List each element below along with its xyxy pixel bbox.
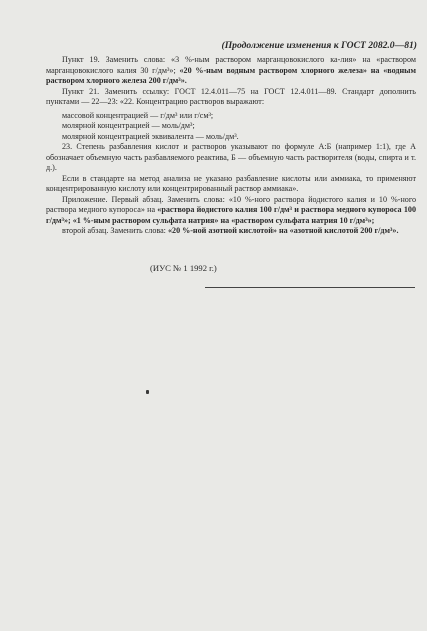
paragraph-item-23: 23. Степень разбавления кислот и растворов указывают по формуле А:Б (например 1:1), где А обозначает объемную часть разбавляемого реактива, Б — объемную часть растворителя (воды, спирта и т. д.). [46,142,416,172]
continuation-header: (Продолжение изменения к ГОСТ 2082.0—81) [221,40,417,51]
paragraph-appendix-first [46,195,416,227]
p19-text-c: на «водным раствором хлорного железа 200 г/дм³». [46,65,416,85]
p19-text-b: «20 %-ным водным раствором хлорного железа» [179,65,367,75]
second-text-a: второй абзац. Заменить слова: [62,226,168,235]
second-text-b: «20 %-ной азотной кислотой» [167,226,277,235]
end-rule [205,287,415,288]
paragraph-item-21: Пункт 21. Заменить ссылку: ГОСТ 12.4.011—75 на ГОСТ 12.4.011—89. Стандарт дополнить пунктами — 22—23: «22. Концентрацию растворов выражают: [46,86,416,106]
appendix-text-a: Приложение. Первый абзац. Заменить слова: «10 %-ного раствора йодистого калия и 10 %-ного раствора медного купороса» на [46,194,416,214]
publication-reference: (ИУС № 1 1992 г.) [150,263,217,273]
list-item-equivalent: молярной концентрацией эквивалента — моль/дм³. [62,131,239,141]
paragraph-item-19 [46,55,416,87]
paragraph-dilution: Если в стандарте на метод анализа не указано разбавление кислоты или аммиака, то применяют концентрированную кислоту или концентрированный раствор аммиака». [46,173,416,193]
scan-speck [146,390,149,394]
list-item-mass: массовой концентрацией — г/дм³ или г/см³; [62,110,214,120]
amendment-body [46,55,416,237]
appendix-text-b: «раствора йодистого калия 100 г/дм³ и раствора медного купороса 100 г/дм³»; «1 %-ным раствором сульфата натрия» на «раствором сульфата натрия 10 г/дм³»; [46,205,416,225]
list-item-molar: молярной концентрацией — моль/дм³; [62,121,195,130]
second-text-c: на «азотной кислотой 200 г/дм³». [276,226,399,235]
p19-text-a: Пункт 19. Заменить слова: «3 %-ным раствором марганцовокислого ка-лия» на «раствором марганцовокислого калия 30 г/дм³»; [46,55,416,75]
paragraph-appendix-second [46,226,416,237]
